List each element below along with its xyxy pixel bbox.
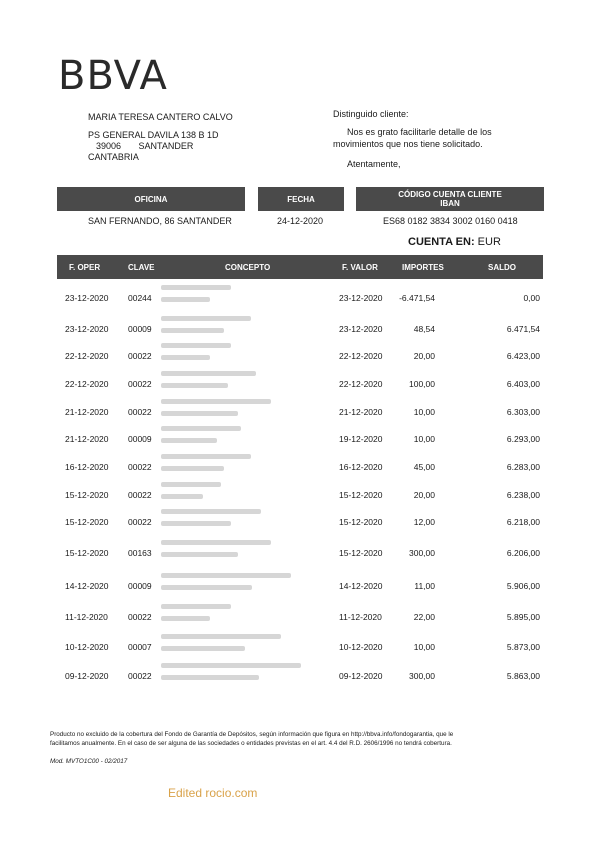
account-header-label-2: IBAN xyxy=(440,199,460,208)
row-f-valor: 14-12-2020 xyxy=(339,581,383,591)
row-importe: -6.471,54 xyxy=(399,293,435,303)
currency-label: CUENTA EN: xyxy=(408,236,475,248)
table-row xyxy=(57,548,543,568)
row-clave: 00022 xyxy=(128,379,152,389)
row-importe: 10,00 xyxy=(413,642,435,652)
concept-faded-text xyxy=(161,573,291,578)
row-f-oper: 15-12-2020 xyxy=(65,517,109,527)
row-f-oper: 23-12-2020 xyxy=(65,324,109,334)
table-row xyxy=(57,581,543,601)
row-clave: 00022 xyxy=(128,490,152,500)
row-f-oper: 15-12-2020 xyxy=(65,490,109,500)
table-row xyxy=(57,462,543,482)
bbva-logo: BBVA xyxy=(58,53,168,99)
row-importe: 22,00 xyxy=(413,612,435,622)
row-importe: 300,00 xyxy=(409,671,435,681)
concept-faded-text xyxy=(161,371,256,376)
concept-faded-text xyxy=(161,466,224,471)
concept-faded-text xyxy=(161,454,251,459)
greeting-salutation: Distinguido cliente: xyxy=(333,109,409,119)
row-clave: 00022 xyxy=(128,462,152,472)
concept-faded-text xyxy=(161,482,221,487)
row-saldo: 5.863,00 xyxy=(506,671,540,681)
concept-faded-text xyxy=(161,509,261,514)
account-header-label-1: CÓDIGO CUENTA CLIENTE xyxy=(398,190,502,199)
row-importe: 10,00 xyxy=(413,434,435,444)
row-f-oper: 21-12-2020 xyxy=(65,407,109,417)
row-f-oper: 14-12-2020 xyxy=(65,581,109,591)
watermark: Edited rocio.com xyxy=(168,786,258,800)
date-value: 24-12-2020 xyxy=(277,216,324,226)
row-clave: 00009 xyxy=(128,581,152,591)
table-row xyxy=(57,612,543,632)
table-row xyxy=(57,351,543,371)
row-f-valor: 15-12-2020 xyxy=(339,490,383,500)
col-f-oper: F. OPER xyxy=(69,263,101,272)
row-f-valor: 16-12-2020 xyxy=(339,462,383,472)
row-saldo: 6.471,54 xyxy=(506,324,540,334)
row-f-valor: 22-12-2020 xyxy=(339,379,383,389)
currency-line xyxy=(408,236,501,248)
office-header-label: OFICINA xyxy=(134,194,168,204)
currency-value: EUR xyxy=(477,236,501,248)
table-row xyxy=(57,517,543,537)
row-clave: 00007 xyxy=(128,642,152,652)
table-row xyxy=(57,490,543,510)
concept-faded-text xyxy=(161,355,210,360)
row-saldo: 0,00 xyxy=(523,293,540,303)
row-saldo: 6.303,00 xyxy=(506,407,540,417)
greeting-body-2: movimientos que nos tiene solicitado. xyxy=(333,139,483,149)
row-importe: 100,00 xyxy=(409,379,435,389)
table-row xyxy=(57,324,543,344)
row-clave: 00022 xyxy=(128,517,152,527)
row-importe: 20,00 xyxy=(413,351,435,361)
concept-faded-text xyxy=(161,585,252,590)
table-row xyxy=(57,293,543,313)
row-f-oper: 23-12-2020 xyxy=(65,293,109,303)
greeting xyxy=(333,108,492,170)
row-f-valor: 23-12-2020 xyxy=(339,324,383,334)
row-clave: 00009 xyxy=(128,324,152,334)
row-saldo: 6.218,00 xyxy=(506,517,540,527)
table-row xyxy=(57,671,543,691)
col-clave: CLAVE xyxy=(128,263,155,272)
row-f-oper: 22-12-2020 xyxy=(65,379,109,389)
row-importe: 300,00 xyxy=(409,548,435,558)
row-f-oper: 16-12-2020 xyxy=(65,462,109,472)
office-value: SAN FERNANDO, 86 SANTANDER xyxy=(88,216,232,226)
footer-note xyxy=(50,730,550,748)
client-address xyxy=(88,112,233,163)
row-saldo: 6.293,00 xyxy=(506,434,540,444)
row-saldo: 5.873,00 xyxy=(506,642,540,652)
row-saldo: 6.283,00 xyxy=(506,462,540,472)
row-f-valor: 09-12-2020 xyxy=(339,671,383,681)
client-street: PS GENERAL DAVILA 138 B 1D xyxy=(88,130,219,140)
row-importe: 48,54 xyxy=(413,324,435,334)
row-saldo: 5.906,00 xyxy=(506,581,540,591)
row-clave: 00244 xyxy=(128,293,152,303)
row-clave: 00009 xyxy=(128,434,152,444)
row-clave: 00163 xyxy=(128,548,152,558)
concept-faded-text xyxy=(161,616,210,621)
row-saldo: 6.403,00 xyxy=(506,379,540,389)
concept-faded-text xyxy=(161,494,203,499)
row-f-valor: 11-12-2020 xyxy=(339,612,382,622)
row-clave: 00022 xyxy=(128,407,152,417)
client-name: MARIA TERESA CANTERO CALVO xyxy=(88,112,233,122)
greeting-body-1: Nos es grato facilitarle detalle de los xyxy=(347,127,492,137)
office-header xyxy=(57,187,245,211)
concept-faded-text xyxy=(161,540,271,545)
concept-faded-text xyxy=(161,552,238,557)
concept-faded-text xyxy=(161,285,231,290)
concept-faded-text xyxy=(161,646,245,651)
model-code: Mod. MVTO1C00 - 02/2017 xyxy=(50,758,128,765)
row-saldo: 6.206,00 xyxy=(506,548,540,558)
concept-faded-text xyxy=(161,328,224,333)
row-f-oper: 15-12-2020 xyxy=(65,548,109,558)
row-importe: 10,00 xyxy=(413,407,435,417)
row-importe: 20,00 xyxy=(413,490,435,500)
col-f-valor: F. VALOR xyxy=(342,263,378,272)
concept-faded-text xyxy=(161,521,231,526)
concept-faded-text xyxy=(161,634,281,639)
row-saldo: 5.895,00 xyxy=(506,612,540,622)
row-clave: 00022 xyxy=(128,612,152,622)
row-f-valor: 23-12-2020 xyxy=(339,293,383,303)
footer-note-line-2: facilitamos anualmente. En el caso de ser alguna de las sociedades o entidades previstas en el art. 4.4 del R.D. 2606/1996 no tendrá cobertura. xyxy=(50,740,452,747)
date-header-label: FECHA xyxy=(287,194,315,204)
movements-table-header xyxy=(57,255,543,279)
col-importes: IMPORTES xyxy=(402,263,444,272)
row-clave: 00022 xyxy=(128,351,152,361)
client-province: CANTABRIA xyxy=(88,152,139,162)
concept-faded-text xyxy=(161,399,271,404)
client-city: 39006 SANTANDER xyxy=(96,141,194,151)
concept-faded-text xyxy=(161,675,259,680)
table-row xyxy=(57,434,543,454)
account-value: ES68 0182 3834 3002 0160 0418 xyxy=(383,216,518,226)
row-f-oper: 09-12-2020 xyxy=(65,671,109,681)
row-f-oper: 21-12-2020 xyxy=(65,434,109,444)
row-f-valor: 22-12-2020 xyxy=(339,351,383,361)
account-header xyxy=(356,187,544,211)
row-f-valor: 21-12-2020 xyxy=(339,407,383,417)
row-f-oper: 22-12-2020 xyxy=(65,351,109,361)
table-row xyxy=(57,379,543,399)
concept-faded-text xyxy=(161,411,238,416)
concept-faded-text xyxy=(161,297,210,302)
row-importe: 45,00 xyxy=(413,462,435,472)
table-row xyxy=(57,642,543,662)
row-f-valor: 15-12-2020 xyxy=(339,548,383,558)
row-importe: 11,00 xyxy=(414,581,435,591)
concept-faded-text xyxy=(161,316,251,321)
row-saldo: 6.238,00 xyxy=(506,490,540,500)
concept-faded-text xyxy=(161,383,228,388)
concept-faded-text xyxy=(161,438,217,443)
col-saldo: SALDO xyxy=(488,263,516,272)
row-f-valor: 19-12-2020 xyxy=(339,434,383,444)
row-f-oper: 11-12-2020 xyxy=(65,612,108,622)
row-saldo: 6.423,00 xyxy=(506,351,540,361)
row-clave: 00022 xyxy=(128,671,152,681)
row-f-valor: 10-12-2020 xyxy=(339,642,383,652)
concept-faded-text xyxy=(161,663,301,668)
row-f-valor: 15-12-2020 xyxy=(339,517,383,527)
table-row xyxy=(57,407,543,427)
row-importe: 12,00 xyxy=(413,517,435,527)
greeting-closing: Atentamente, xyxy=(347,159,401,169)
concept-faded-text xyxy=(161,426,241,431)
footer-note-line-1: Producto no excluido de la cobertura del Fondo de Garantía de Depósitos, según información que figura en http://bbva.info/fondogarantia, que le xyxy=(50,731,454,738)
concept-faded-text xyxy=(161,604,231,609)
date-header xyxy=(258,187,344,211)
row-f-oper: 10-12-2020 xyxy=(65,642,109,652)
col-concepto: CONCEPTO xyxy=(225,263,271,272)
concept-faded-text xyxy=(161,343,231,348)
